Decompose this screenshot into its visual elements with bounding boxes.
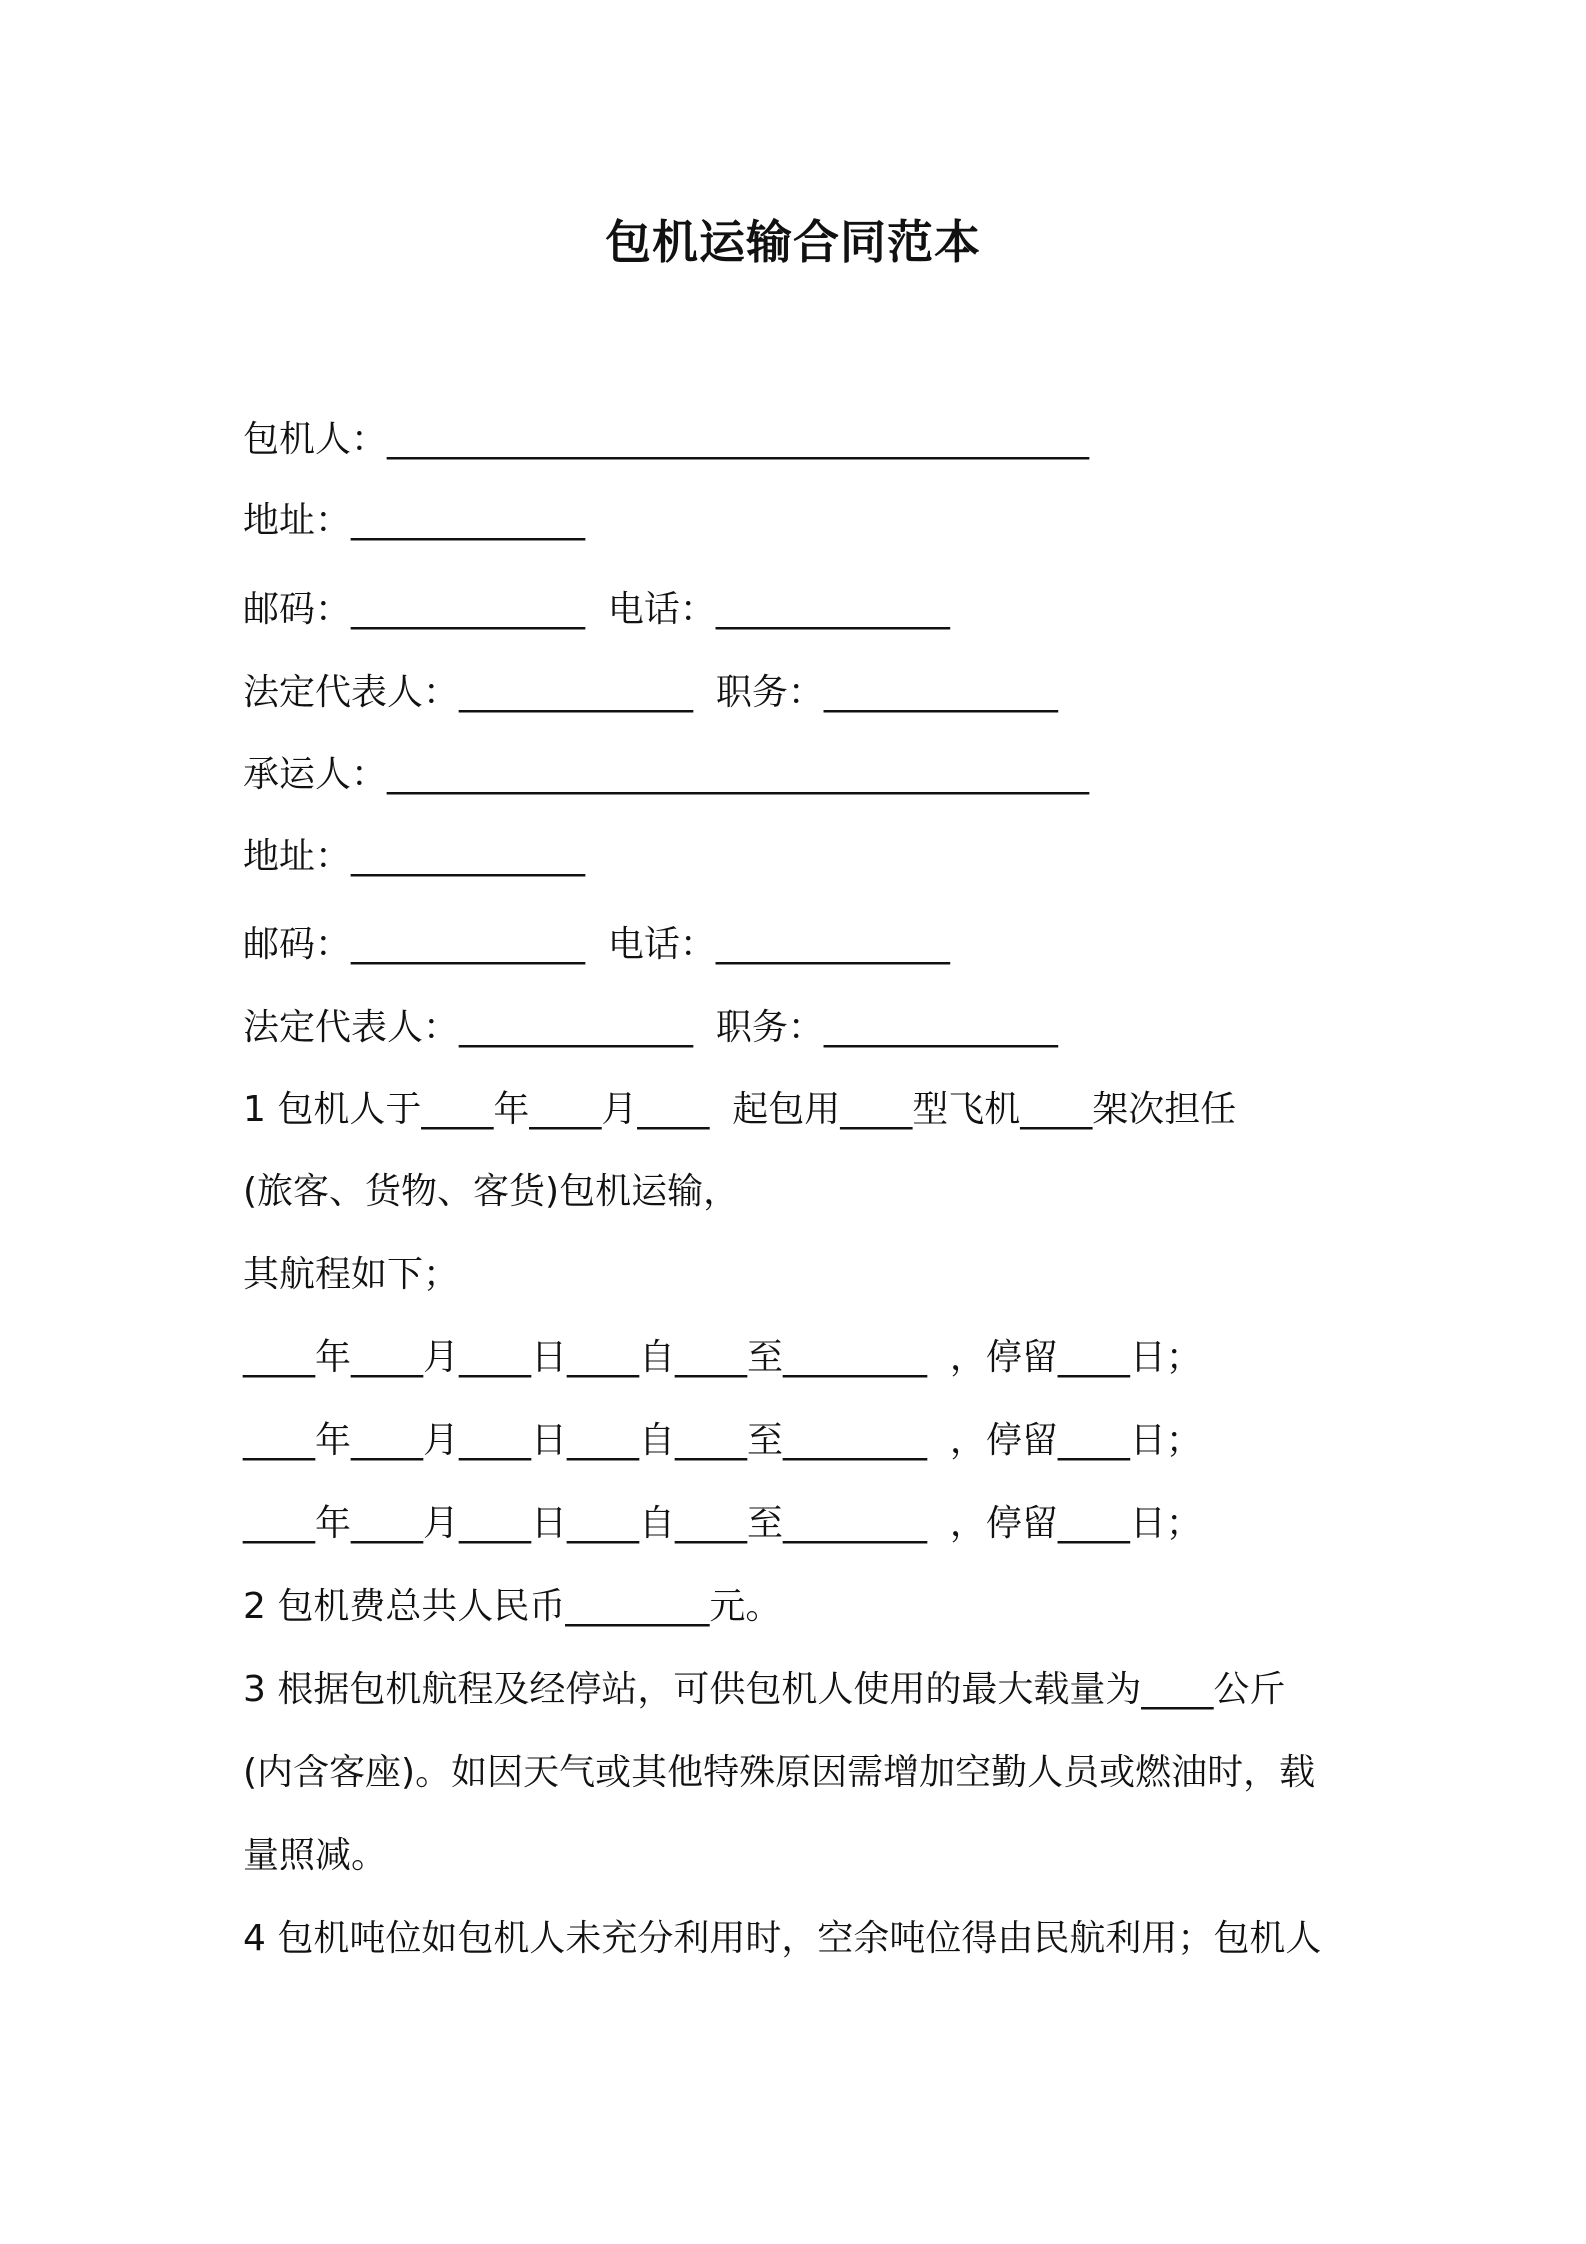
carrier-line: 承运人：_______________________________________ <box>243 754 1090 795</box>
carrier-address-line: 地址：_____________ <box>243 836 586 877</box>
charterer-address-line: 地址：_____________ <box>243 500 586 541</box>
clause-3-line-2: (内含客座)。如因天气或其他特殊原因需增加空勤人员或燃油时，载 <box>243 1752 1316 1793</box>
charterer-postcode-phone-line: 邮码：_____________ 电话：_____________ <box>243 589 950 630</box>
clause-4-line-1: 4 包机吨位如包机人未充分利用时，空余吨位得由民航利用；包机人 <box>243 1918 1322 1959</box>
document-title: 包机运输合同范本 <box>605 215 981 269</box>
clause-1-line-3: 其航程如下； <box>243 1254 460 1295</box>
charterer-line: 包机人：_______________________________________ <box>243 419 1090 460</box>
charterer-legal-rep-line: 法定代表人：_____________ 职务：_____________ <box>243 672 1058 713</box>
itinerary-row-3: ____年____月____日____自____至________ ，停留____日； <box>243 1503 1202 1544</box>
carrier-legal-rep-line: 法定代表人：_____________ 职务：_____________ <box>243 1007 1058 1048</box>
itinerary-row-2: ____年____月____日____自____至________ ，停留____日； <box>243 1420 1202 1461</box>
clause-1-line-1: 1 包机人于____年____月____ 起包用____型飞机____架次担任 <box>243 1089 1237 1130</box>
clause-3-line-1: 3 根据包机航程及经停站，可供包机人使用的最大载量为____公斤 <box>243 1669 1286 1710</box>
carrier-postcode-phone-line: 邮码：_____________ 电话：_____________ <box>243 924 950 965</box>
itinerary-row-1: ____年____月____日____自____至________ ，停留____日； <box>243 1337 1202 1378</box>
clause-1-line-2: (旅客、货物、客货)包机运输， <box>243 1171 740 1212</box>
clause-3-line-3: 量照减。 <box>243 1835 388 1876</box>
clause-2-line: 2 包机费总共人民币________元。 <box>243 1586 782 1627</box>
